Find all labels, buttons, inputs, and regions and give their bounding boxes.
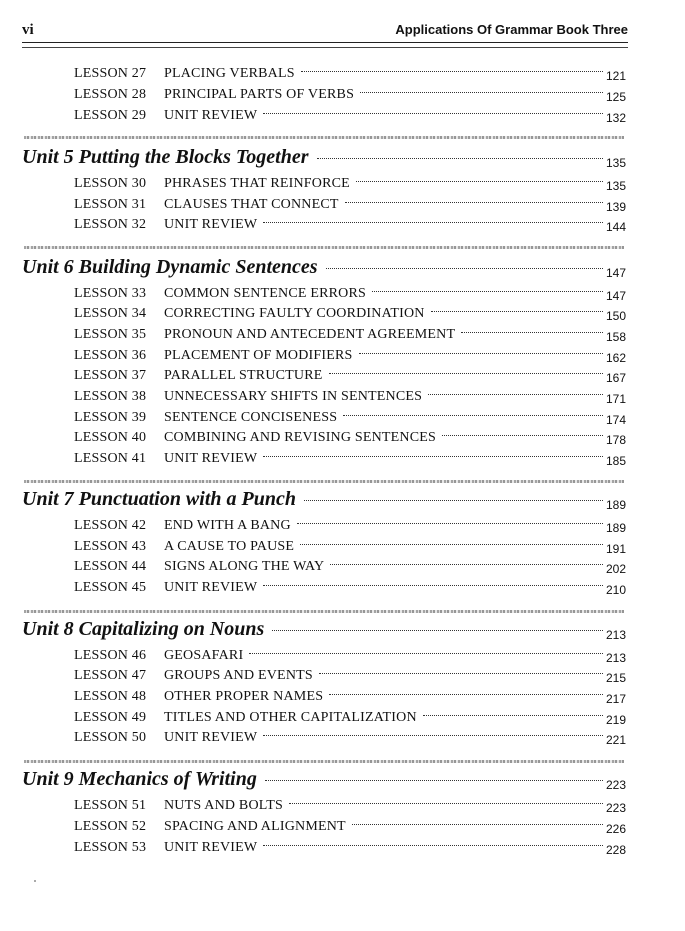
lesson-number: LESSON 38	[74, 389, 147, 404]
unit-page: 189	[605, 498, 626, 512]
lesson-number: LESSON 47	[74, 668, 147, 683]
lesson-title: PLACING VERBALS	[164, 66, 295, 81]
toc-lesson-row[interactable]	[0, 108, 685, 129]
unit-title: Unit 9 Mechanics of Writing	[22, 768, 257, 790]
toc-lesson-row[interactable]	[0, 451, 685, 472]
lesson-title: COMBINING AND REVISING SENTENCES	[164, 430, 437, 445]
lesson-number: LESSON 37	[74, 368, 147, 383]
toc-lesson-row[interactable]	[0, 518, 685, 539]
toc-lesson-row[interactable]	[0, 668, 685, 689]
toc-lesson-row[interactable]	[0, 410, 685, 431]
leader-dots	[461, 332, 603, 333]
lesson-title: PARALLEL STRUCTURE	[164, 368, 323, 383]
toc-lesson-row[interactable]	[0, 580, 685, 601]
leader-dots	[372, 291, 603, 292]
toc-lesson-row[interactable]	[0, 66, 685, 87]
lesson-title: SPACING AND ALIGNMENT	[164, 819, 346, 834]
scan-speck	[34, 880, 36, 882]
leader-dots	[326, 268, 603, 269]
toc-lesson-row[interactable]	[0, 348, 685, 369]
toc-unit-heading[interactable]	[22, 256, 626, 282]
lesson-title: UNIT REVIEW	[164, 840, 258, 855]
lesson-page: 210	[605, 583, 626, 597]
unit-page: 213	[605, 628, 626, 642]
lesson-title: COMMON SENTENCE ERRORS	[164, 286, 366, 301]
lesson-page: 217	[605, 692, 626, 706]
lesson-title: PLACEMENT OF MODIFIERS	[164, 348, 353, 363]
leader-dots	[297, 523, 603, 524]
lesson-page: 174	[605, 413, 626, 427]
page-number: vi	[22, 22, 34, 38]
toc-lesson-row[interactable]	[0, 710, 685, 731]
lesson-page: 202	[605, 562, 626, 576]
lesson-title: TITLES AND OTHER CAPITALIZATION	[164, 710, 417, 725]
leader-dots	[263, 222, 603, 223]
toc-lesson-row[interactable]	[0, 689, 685, 710]
toc-lesson-row[interactable]	[0, 559, 685, 580]
unit-page: 135	[605, 156, 626, 170]
toc-lesson-row[interactable]	[0, 539, 685, 560]
leader-dots	[263, 845, 603, 846]
unit-title: Unit 8 Capitalizing on Nouns	[22, 618, 265, 640]
lesson-number: LESSON 52	[74, 819, 147, 834]
lesson-page: 135	[605, 179, 626, 193]
toc-lesson-row[interactable]	[0, 217, 685, 238]
lesson-number: LESSON 42	[74, 518, 147, 533]
leader-dots	[319, 673, 603, 674]
lesson-page: 144	[605, 220, 626, 234]
lesson-number: LESSON 39	[74, 410, 147, 425]
lesson-page: 213	[605, 651, 626, 665]
lesson-page: 150	[605, 309, 626, 323]
lesson-title: GEOSAFARI	[164, 648, 244, 663]
leader-dots	[345, 202, 603, 203]
lesson-page: 139	[605, 200, 626, 214]
section-divider	[24, 760, 624, 763]
leader-dots	[428, 394, 603, 395]
leader-dots	[301, 71, 603, 72]
lesson-number: LESSON 40	[74, 430, 147, 445]
lesson-page: 147	[605, 289, 626, 303]
toc-lesson-row[interactable]	[0, 430, 685, 451]
unit-title: Unit 6 Building Dynamic Sentences	[22, 256, 318, 278]
lesson-page: 125	[605, 90, 626, 104]
lesson-title: SIGNS ALONG THE WAY	[164, 559, 325, 574]
lesson-title: CORRECTING FAULTY COORDINATION	[164, 306, 425, 321]
toc-lesson-row[interactable]	[0, 730, 685, 751]
lesson-title: OTHER PROPER NAMES	[164, 689, 324, 704]
lesson-number: LESSON 31	[74, 197, 147, 212]
lesson-page: 162	[605, 351, 626, 365]
lesson-page: 228	[605, 843, 626, 857]
lesson-title: UNIT REVIEW	[164, 108, 258, 123]
leader-dots	[431, 311, 603, 312]
page-header	[22, 22, 628, 42]
lesson-page: 121	[605, 69, 626, 83]
unit-page: 147	[605, 266, 626, 280]
toc-lesson-row[interactable]	[0, 389, 685, 410]
leader-dots	[360, 92, 603, 93]
unit-title: Unit 7 Punctuation with a Punch	[22, 488, 296, 510]
toc-unit-heading[interactable]	[22, 768, 626, 794]
lesson-page: 167	[605, 371, 626, 385]
lesson-title: UNIT REVIEW	[164, 217, 258, 232]
toc-lesson-row[interactable]	[0, 840, 685, 861]
toc-lesson-row[interactable]	[0, 306, 685, 327]
toc-lesson-row[interactable]	[0, 327, 685, 348]
lesson-number: LESSON 46	[74, 648, 147, 663]
lesson-page: 219	[605, 713, 626, 727]
lesson-title: NUTS AND BOLTS	[164, 798, 283, 813]
toc-unit-heading[interactable]	[22, 618, 626, 644]
leader-dots	[265, 780, 603, 781]
lesson-number: LESSON 35	[74, 327, 147, 342]
lesson-page: 185	[605, 454, 626, 468]
lesson-number: LESSON 45	[74, 580, 147, 595]
section-divider	[24, 136, 624, 139]
leader-dots	[300, 544, 603, 545]
lesson-title: A CAUSE TO PAUSE	[164, 539, 295, 554]
leader-dots	[263, 735, 603, 736]
lesson-number: LESSON 48	[74, 689, 147, 704]
toc-unit-heading[interactable]	[22, 488, 626, 514]
toc-lesson-row[interactable]	[0, 368, 685, 389]
toc-lesson-row[interactable]	[0, 286, 685, 307]
lesson-page: 226	[605, 822, 626, 836]
leader-dots	[343, 415, 603, 416]
header-rule	[22, 42, 628, 48]
lesson-title: UNIT REVIEW	[164, 730, 258, 745]
lesson-number: LESSON 36	[74, 348, 147, 363]
leader-dots	[263, 113, 603, 114]
leader-dots	[272, 630, 603, 631]
lesson-number: LESSON 41	[74, 451, 147, 466]
lesson-number: LESSON 51	[74, 798, 147, 813]
leader-dots	[249, 653, 603, 654]
lesson-title: UNIT REVIEW	[164, 580, 258, 595]
unit-title: Unit 5 Putting the Blocks Together	[22, 146, 309, 168]
leader-dots	[423, 715, 603, 716]
leader-dots	[289, 803, 603, 804]
lesson-title: UNIT REVIEW	[164, 451, 258, 466]
toc-unit-heading[interactable]	[22, 146, 626, 172]
lesson-number: LESSON 29	[74, 108, 147, 123]
toc-lesson-row[interactable]	[0, 798, 685, 819]
section-divider	[24, 246, 624, 249]
toc-lesson-row[interactable]	[0, 648, 685, 669]
lesson-number: LESSON 53	[74, 840, 147, 855]
lesson-page: 191	[605, 542, 626, 556]
leader-dots	[263, 456, 603, 457]
lesson-page: 178	[605, 433, 626, 447]
toc-lesson-row[interactable]	[0, 197, 685, 218]
section-divider	[24, 610, 624, 613]
lesson-number: LESSON 32	[74, 217, 147, 232]
leader-dots	[329, 694, 603, 695]
toc-lesson-row[interactable]	[0, 87, 685, 108]
leader-dots	[317, 158, 603, 159]
lesson-page: 189	[605, 521, 626, 535]
leader-dots	[356, 181, 603, 182]
toc-lesson-row[interactable]	[0, 819, 685, 840]
toc-lesson-row[interactable]	[0, 176, 685, 197]
lesson-title: SENTENCE CONCISENESS	[164, 410, 338, 425]
leader-dots	[330, 564, 603, 565]
lesson-number: LESSON 28	[74, 87, 147, 102]
lesson-title: UNNECESSARY SHIFTS IN SENTENCES	[164, 389, 423, 404]
lesson-title: CLAUSES THAT CONNECT	[164, 197, 339, 212]
lesson-number: LESSON 43	[74, 539, 147, 554]
leader-dots	[329, 373, 603, 374]
book-title: Applications Of Grammar Book Three	[395, 22, 628, 37]
leader-dots	[352, 824, 603, 825]
lesson-number: LESSON 49	[74, 710, 147, 725]
lesson-number: LESSON 27	[74, 66, 147, 81]
lesson-page: 132	[605, 111, 626, 125]
lesson-number: LESSON 30	[74, 176, 147, 191]
lesson-page: 158	[605, 330, 626, 344]
lesson-page: 171	[605, 392, 626, 406]
lesson-title: GROUPS AND EVENTS	[164, 668, 313, 683]
leader-dots	[304, 500, 603, 501]
lesson-number: LESSON 50	[74, 730, 147, 745]
lesson-title: PRINCIPAL PARTS OF VERBS	[164, 87, 355, 102]
unit-page: 223	[605, 778, 626, 792]
lesson-number: LESSON 33	[74, 286, 147, 301]
lesson-title: PHRASES THAT REINFORCE	[164, 176, 350, 191]
leader-dots	[263, 585, 603, 586]
leader-dots	[442, 435, 603, 436]
lesson-number: LESSON 34	[74, 306, 147, 321]
lesson-page: 223	[605, 801, 626, 815]
lesson-title: END WITH A BANG	[164, 518, 291, 533]
lesson-page: 215	[605, 671, 626, 685]
section-divider	[24, 480, 624, 483]
leader-dots	[359, 353, 603, 354]
lesson-page: 221	[605, 733, 626, 747]
lesson-title: PRONOUN AND ANTECEDENT AGREEMENT	[164, 327, 456, 342]
lesson-number: LESSON 44	[74, 559, 147, 574]
